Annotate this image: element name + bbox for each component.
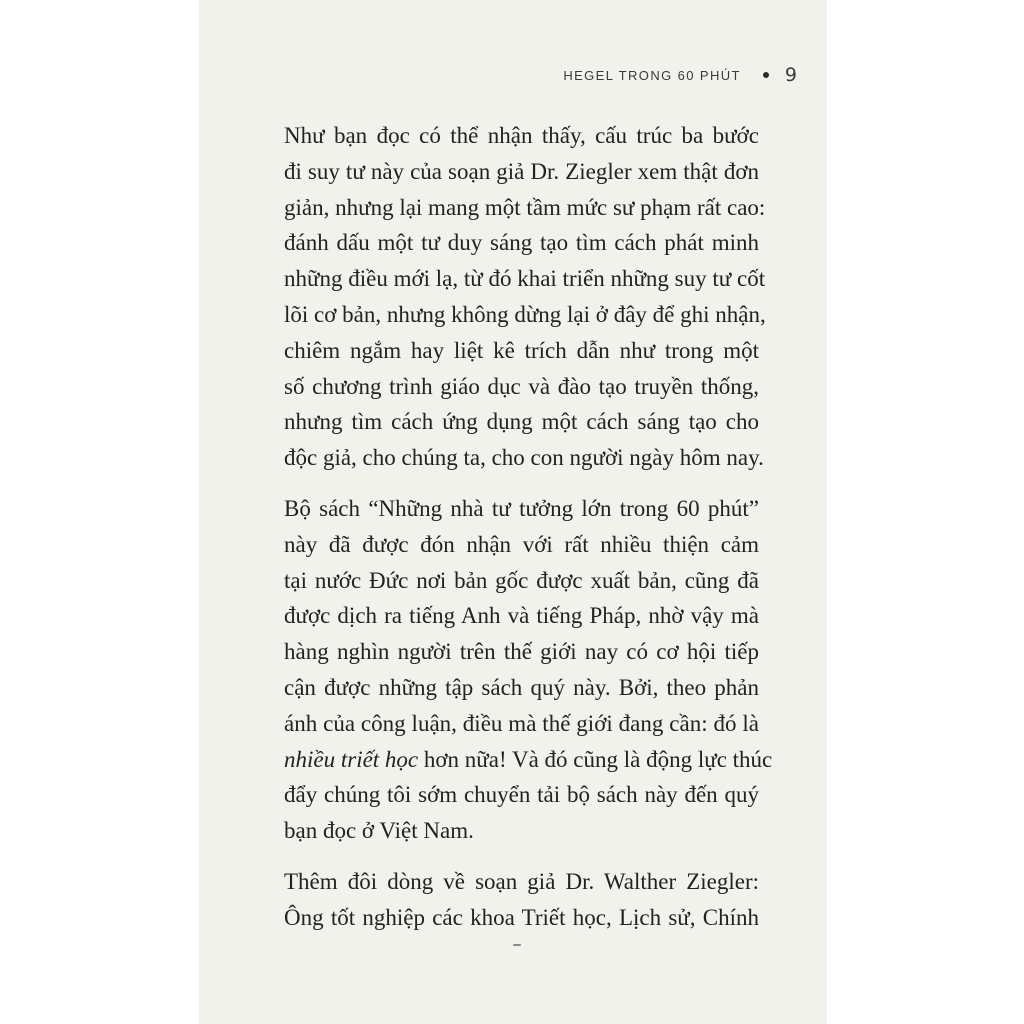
text-fragment: hơn nữa! Và đó cũng là động lực thúc	[418, 746, 773, 772]
text-line: độc giả, cho chúng ta, cho con người ngày hôm nay.	[284, 445, 764, 471]
scan-mark	[513, 944, 521, 946]
paragraph-3	[284, 864, 759, 936]
text-line: Thêm đôi dòng về soạn giả Dr. Walther Ziegler:	[284, 868, 759, 894]
paragraph-1	[284, 118, 766, 476]
text-line: đi suy tư này của soạn giả Dr. Ziegler xem thật đơn	[284, 158, 759, 184]
text-line: số chương trình giáo dục và đào tạo truyền thống,	[284, 373, 759, 399]
text-line: giản, nhưng lại mang một tầm mức sư phạm rất cao:	[284, 194, 766, 220]
paragraph-2	[284, 491, 773, 849]
text-line: cận được những tập sách quý này. Bởi, theo phản	[284, 674, 759, 700]
italic-phrase: nhiều triết học	[284, 746, 419, 772]
text-line: bạn đọc ở Việt Nam.	[284, 818, 474, 844]
text-line: hàng nghìn người trên thế giới nay có cơ hội tiếp	[284, 639, 759, 665]
text-line: chiêm ngắm hay liệt kê trích dẫn như trong một	[284, 337, 759, 363]
text-line: tại nước Đức nơi bản gốc được xuất bản, cũng đã	[284, 567, 759, 593]
text-line: nhưng tìm cách ứng dụng một cách sáng tạo cho	[284, 409, 759, 435]
book-page	[199, 0, 827, 1024]
text-line: Như bạn đọc có thể nhận thấy, cấu trúc ba bước	[284, 123, 759, 148]
text-line: lõi cơ bản, nhưng không dừng lại ở đây để ghi nhận,	[284, 301, 766, 327]
page-number: 9	[784, 64, 797, 86]
text-line: ánh của công luận, điều mà thế giới đang cần: đó là	[284, 710, 759, 736]
text-line: đẩy chúng tôi sớm chuyển tải bộ sách này đến quý	[284, 782, 759, 808]
text-line: được dịch ra tiếng Anh và tiếng Pháp, nhờ vậy mà	[284, 603, 759, 629]
text-line: Bộ sách “Những nhà tư tưởng lớn trong 60 phút”	[284, 495, 759, 521]
text-line: những điều mới lạ, từ đó khai triển những suy tư cốt	[284, 266, 766, 292]
bullet-dot-icon	[763, 72, 769, 78]
page-body	[284, 118, 773, 951]
running-header-title: HEGEL TRONG 60 PHÚT	[563, 67, 741, 83]
text-line: đánh dấu một tư duy sáng tạo tìm cách phát minh	[284, 230, 759, 256]
text-line-italic	[284, 742, 773, 778]
text-line: này đã được đón nhận với rất nhiều thiện cảm	[284, 531, 759, 557]
text-line: Ông tốt nghiệp các khoa Triết học, Lịch sử, Chính	[284, 904, 759, 930]
running-header	[563, 64, 797, 86]
